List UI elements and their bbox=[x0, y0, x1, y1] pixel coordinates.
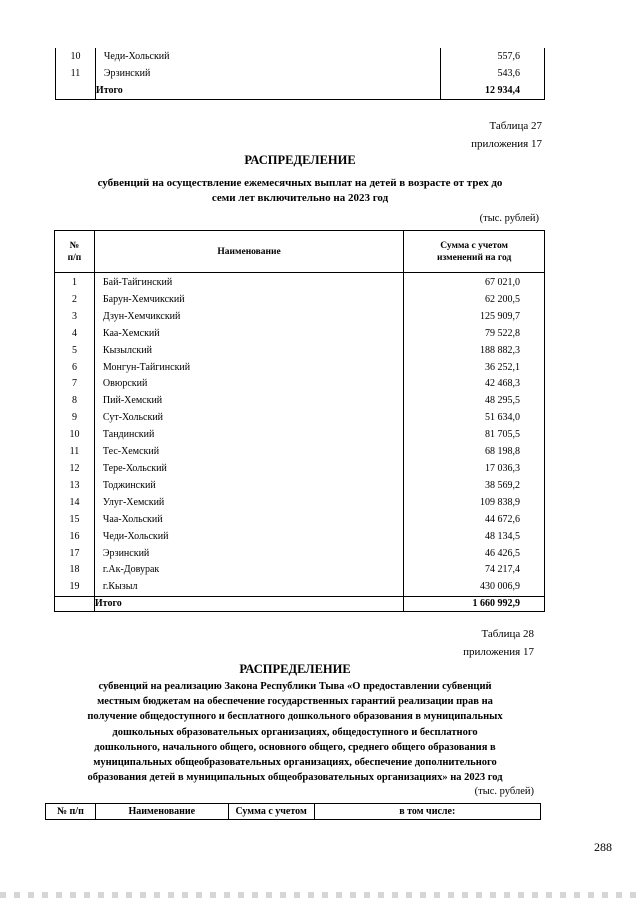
table-row bbox=[55, 360, 545, 377]
table-row bbox=[55, 273, 545, 292]
table-row bbox=[55, 529, 545, 546]
row-number: 1 bbox=[55, 273, 95, 292]
table-row bbox=[55, 512, 545, 529]
scan-edge-dots bbox=[0, 892, 639, 898]
table-row bbox=[55, 427, 545, 444]
row-number: 4 bbox=[55, 326, 95, 343]
table-row bbox=[55, 393, 545, 410]
row-sum: 79 522,8 bbox=[404, 326, 545, 343]
table27-subtitle-line2: семи лет включительно на 2023 год bbox=[211, 192, 389, 204]
table-row bbox=[55, 562, 545, 579]
row-sum: 36 252,1 bbox=[404, 360, 545, 377]
table28-heading: РАСПРЕДЕЛЕНИЕ bbox=[239, 662, 351, 676]
table28-subtitle-line: получение общедоступного и бесплатного дошкольного образования в муниципальных bbox=[87, 711, 503, 723]
row-number: 16 bbox=[55, 529, 95, 546]
table27-subtitle-line1: субвенций на осуществление ежемесячных выплат на детей в возрасте от трех до bbox=[97, 177, 503, 189]
row-number: 11 bbox=[56, 65, 96, 82]
total-label: Итого bbox=[95, 82, 440, 100]
row-name: Дзун-Хемчикский bbox=[94, 309, 403, 326]
row-sum: 44 672,6 bbox=[404, 512, 545, 529]
table28-col-incl: в том числе: bbox=[314, 804, 540, 820]
table-row bbox=[55, 410, 545, 427]
row-name: Улуг-Хемский bbox=[94, 495, 403, 512]
table28-col-name: Наименование bbox=[95, 804, 228, 820]
page-number: 288 bbox=[594, 840, 612, 854]
table-row bbox=[55, 309, 545, 326]
table28-subtitle bbox=[0, 679, 590, 785]
table27-header-row bbox=[55, 231, 545, 273]
row-sum: 46 426,5 bbox=[404, 546, 545, 563]
row-sum: 125 909,7 bbox=[404, 309, 545, 326]
row-number: 15 bbox=[55, 512, 95, 529]
row-name: Эрзинский bbox=[94, 546, 403, 563]
table27-col-sum-line2: изменений на год bbox=[436, 252, 512, 263]
row-number: 12 bbox=[55, 461, 95, 478]
row-sum: 557,6 bbox=[441, 48, 545, 65]
total-sum: 1 660 992,9 bbox=[404, 597, 545, 612]
row-sum: 430 006,9 bbox=[404, 579, 545, 596]
row-sum: 42 468,3 bbox=[404, 376, 545, 393]
table27-heading: РАСПРЕДЕЛЕНИЕ bbox=[244, 153, 356, 167]
row-sum: 62 200,5 bbox=[404, 292, 545, 309]
row-sum: 68 198,8 bbox=[404, 444, 545, 461]
table27-col-num-line1: № bbox=[69, 240, 80, 251]
table27-units: (тыс. рублей) bbox=[479, 213, 539, 224]
table28 bbox=[45, 803, 541, 820]
row-name: Бай-Тайгинский bbox=[94, 273, 403, 292]
continuation-table bbox=[55, 48, 545, 100]
table-row bbox=[55, 461, 545, 478]
row-sum: 188 882,3 bbox=[404, 343, 545, 360]
row-sum: 543,6 bbox=[441, 65, 545, 82]
row-name: Чеди-Хольский bbox=[95, 48, 440, 65]
table-row bbox=[55, 546, 545, 563]
table27-col-sum-line1: Сумма с учетом bbox=[440, 240, 508, 251]
row-name: Чаа-Хольский bbox=[94, 512, 403, 529]
total-row bbox=[55, 597, 545, 612]
table28-label: Таблица 28 bbox=[481, 628, 534, 640]
table27-col-num-line2: п/п bbox=[67, 252, 82, 263]
row-number: 13 bbox=[55, 478, 95, 495]
row-number: 3 bbox=[55, 309, 95, 326]
row-number: 11 bbox=[55, 444, 95, 461]
total-row bbox=[56, 82, 545, 100]
row-number: 2 bbox=[55, 292, 95, 309]
row-name: Овюрский bbox=[94, 376, 403, 393]
row-name: г.Кызыл bbox=[94, 579, 403, 596]
row-number-empty bbox=[55, 597, 95, 612]
table27-col-name: Наименование bbox=[94, 231, 403, 273]
table28-subtitle-line: дошкольных образовательных организациях, общедоступного и бесплатного bbox=[112, 726, 478, 738]
row-sum: 38 569,2 bbox=[404, 478, 545, 495]
table28-subtitle-line: образования детей в муниципальных общеобразовательных организациях» на 2023 год bbox=[87, 772, 503, 784]
table-row bbox=[55, 444, 545, 461]
row-sum: 81 705,5 bbox=[404, 427, 545, 444]
table27-appendix-label: приложения 17 bbox=[471, 138, 542, 150]
table-row bbox=[55, 579, 545, 596]
row-sum: 17 036,3 bbox=[404, 461, 545, 478]
row-name: Каа-Хемский bbox=[94, 326, 403, 343]
table28-subtitle-line: местным бюджетам на обеспечение государственных гарантий реализации прав на bbox=[97, 696, 493, 708]
continuation-table-body bbox=[56, 48, 545, 100]
row-number: 10 bbox=[56, 48, 96, 65]
table28-appendix-label: приложения 17 bbox=[463, 646, 534, 658]
table-row bbox=[55, 326, 545, 343]
row-number: 10 bbox=[55, 427, 95, 444]
table27-col-sum bbox=[404, 231, 545, 273]
table-row bbox=[55, 495, 545, 512]
row-name: Тоджинский bbox=[94, 478, 403, 495]
row-sum: 67 021,0 bbox=[404, 273, 545, 292]
row-sum: 109 838,9 bbox=[404, 495, 545, 512]
table-row bbox=[55, 343, 545, 360]
total-label: Итого bbox=[94, 597, 403, 612]
row-sum: 48 134,5 bbox=[404, 529, 545, 546]
row-name: Пий-Хемский bbox=[94, 393, 403, 410]
row-sum: 74 217,4 bbox=[404, 562, 545, 579]
row-number: 19 bbox=[55, 579, 95, 596]
table28-units: (тыс. рублей) bbox=[474, 786, 534, 797]
row-name: Чеди-Хольский bbox=[94, 529, 403, 546]
row-name: Тес-Хемский bbox=[94, 444, 403, 461]
table-row bbox=[55, 478, 545, 495]
row-name: Тере-Хольский bbox=[94, 461, 403, 478]
row-name: Тандинский bbox=[94, 427, 403, 444]
table-row bbox=[55, 376, 545, 393]
row-number: 17 bbox=[55, 546, 95, 563]
table27-body bbox=[55, 273, 545, 612]
row-number: 5 bbox=[55, 343, 95, 360]
row-number: 7 bbox=[55, 376, 95, 393]
row-name: Барун-Хемчикский bbox=[94, 292, 403, 309]
table27 bbox=[54, 230, 545, 612]
table28-subtitle-line: муниципальных общеобразовательных организациях, обеспечение дополнительного bbox=[93, 757, 497, 769]
total-sum: 12 934,4 bbox=[441, 82, 545, 100]
row-name: г.Ак-Довурак bbox=[94, 562, 403, 579]
row-number: 14 bbox=[55, 495, 95, 512]
table28-subtitle-line: дошкольного, начального общего, основного общего, среднего общего образования в bbox=[94, 741, 496, 753]
table28-col-sum: Сумма с учетом bbox=[228, 804, 314, 820]
table28-col-num: № п/п bbox=[46, 804, 96, 820]
row-number: 8 bbox=[55, 393, 95, 410]
table-row bbox=[55, 292, 545, 309]
row-sum: 51 634,0 bbox=[404, 410, 545, 427]
row-sum: 48 295,5 bbox=[404, 393, 545, 410]
row-name: Кызылский bbox=[94, 343, 403, 360]
table27-label: Таблица 27 bbox=[489, 120, 542, 132]
row-name: Сут-Хольский bbox=[94, 410, 403, 427]
table27-col-num bbox=[55, 231, 95, 273]
table-row bbox=[56, 65, 545, 82]
row-number: 9 bbox=[55, 410, 95, 427]
row-number-empty bbox=[56, 82, 96, 100]
row-name: Эрзинский bbox=[95, 65, 440, 82]
row-number: 18 bbox=[55, 562, 95, 579]
table28-subtitle-line: субвенций на реализацию Закона Республики Тыва «О предоставлении субвенций bbox=[98, 681, 492, 692]
table28-header-row bbox=[46, 804, 541, 820]
row-name: Монгун-Тайгинский bbox=[94, 360, 403, 377]
table-row bbox=[56, 48, 545, 65]
row-number: 6 bbox=[55, 360, 95, 377]
